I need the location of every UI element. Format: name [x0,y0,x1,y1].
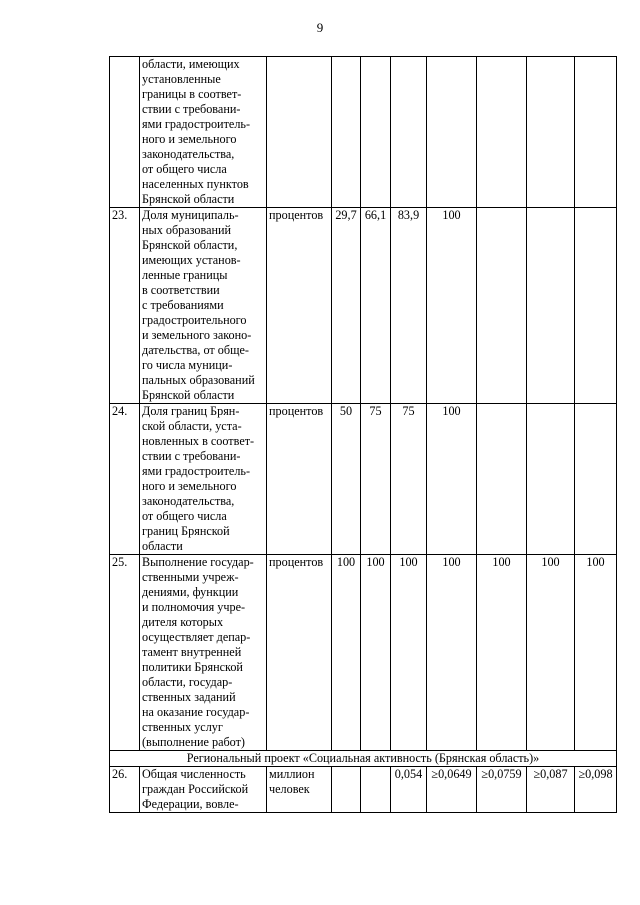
cell-line: (выполнение работ) [142,735,245,749]
value-cell: 100 [361,555,391,751]
unit-cell: процентов [267,208,332,404]
value-cell: ≥0,087 [527,767,575,813]
cell-line: граждан Российской [142,782,249,796]
value-cell: 100 [427,555,477,751]
value-cell: 100 [332,555,361,751]
value-cell: 100 [575,555,617,751]
cell-line: пальных образований [142,373,255,387]
table-row [110,404,617,555]
cell-line: области, государ- [142,675,233,689]
row-number: 23. [110,208,140,404]
value-cell [477,404,527,555]
value-cell [575,404,617,555]
cell-line: новленных в соответ- [142,434,255,448]
value-cell [391,57,427,208]
table-row [110,208,617,404]
cell-line: Брянской области [142,192,235,206]
value-cell: 100 [391,555,427,751]
value-cell [427,57,477,208]
value-cell: ≥0,098 [575,767,617,813]
cell-line: границ Брянской [142,524,230,538]
value-cell [477,57,527,208]
cell-line: ствии с требовани- [142,449,241,463]
indicators-table [109,56,617,813]
section-row [110,751,617,767]
value-cell [332,767,361,813]
cell-line: ного и земельного [142,132,237,146]
value-cell: 66,1 [361,208,391,404]
row-number: 25. [110,555,140,751]
cell-line: с требованиями [142,298,224,312]
cell-line: осуществляет депар- [142,630,251,644]
unit-cell: процентов [267,555,332,751]
cell-line: Общая численность [142,767,246,781]
unit-cell [267,57,332,208]
cell-line: ленные границы [142,268,228,282]
value-cell [527,404,575,555]
value-cell: 75 [391,404,427,555]
value-cell: 75 [361,404,391,555]
cell-line: ственных заданий [142,690,236,704]
section-title: Региональный проект «Социальная активность (Брянская область)» [110,751,617,767]
cell-line: в соответствии [142,283,220,297]
unit-cell: процентов [267,404,332,555]
cell-line: градостроительного [142,313,247,327]
cell-line: го числа муници- [142,358,233,372]
table-row [110,767,617,813]
cell-line: границы в соответ- [142,87,242,101]
cell-line: от общего числа [142,509,227,523]
cell-line: ственными учреж- [142,570,239,584]
cell-line: ями градостроитель- [142,117,251,131]
cell-line: ями градостроитель- [142,464,251,478]
cell-line: человек [269,782,310,796]
cell-line: тамент внутренней [142,645,242,659]
table-body [110,57,617,813]
value-cell [527,208,575,404]
value-cell [361,57,391,208]
cell-line: ской области, уста- [142,419,242,433]
cell-line: ного и земельного [142,479,237,493]
value-cell [575,57,617,208]
value-cell [575,208,617,404]
value-cell [361,767,391,813]
indicator-name [140,57,267,208]
value-cell: ≥0,0649 [427,767,477,813]
cell-line: на оказание государ- [142,705,250,719]
value-cell [332,57,361,208]
value-cell: 100 [427,208,477,404]
cell-line: области, имеющих [142,57,240,71]
row-number: 26. [110,767,140,813]
cell-line: области [142,539,183,553]
page-number: 9 [316,20,324,35]
cell-line: Брянской области, [142,238,238,252]
value-cell: ≥0,0759 [477,767,527,813]
cell-line: ствии с требовани- [142,102,241,116]
row-number [110,57,140,208]
value-cell: 0,054 [391,767,427,813]
cell-line: законодательства, [142,494,235,508]
cell-line: и земельного законо- [142,328,252,342]
cell-line: населенных пунктов [142,177,249,191]
value-cell [527,57,575,208]
cell-line: установленные [142,72,221,86]
cell-line: миллион [269,767,315,781]
indicator-name [140,767,267,813]
cell-line: дениями, функции [142,585,239,599]
table-row [110,57,617,208]
value-cell: 50 [332,404,361,555]
value-cell: 100 [477,555,527,751]
cell-line: Доля границ Брян- [142,404,240,418]
cell-line: имеющих установ- [142,253,241,267]
value-cell [477,208,527,404]
cell-line: Федерации, вовле- [142,797,239,811]
row-number: 24. [110,404,140,555]
value-cell: 100 [527,555,575,751]
cell-line: законодательства, [142,147,235,161]
cell-line: от общего числа [142,162,227,176]
cell-line: дителя которых [142,615,224,629]
cell-line: Доля муниципаль- [142,208,239,222]
cell-line: Брянской области [142,388,235,402]
cell-line: и полномочия учре- [142,600,246,614]
cell-line: ных образований [142,223,232,237]
table-row [110,555,617,751]
cell-line: Выполнение государ- [142,555,254,569]
unit-cell [267,767,332,813]
indicator-name [140,208,267,404]
value-cell: 100 [427,404,477,555]
indicator-name [140,404,267,555]
value-cell: 83,9 [391,208,427,404]
cell-line: политики Брянской [142,660,243,674]
cell-line: дательства, от обще- [142,343,249,357]
cell-line: ственных услуг [142,720,223,734]
value-cell: 29,7 [332,208,361,404]
indicator-name [140,555,267,751]
